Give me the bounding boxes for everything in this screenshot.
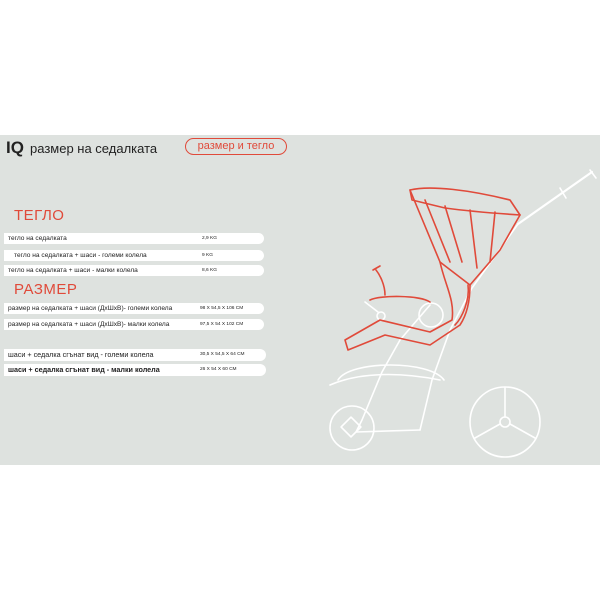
row-label: тегло на седалката + шаси - големи колела <box>14 252 147 259</box>
row-value: 26 X 54 X 60 CM <box>200 367 237 372</box>
row-label: тегло на седалката + шаси - малки колела <box>8 267 138 274</box>
row-label: размер на седалката + шаси (ДхШхВ)- големи колела <box>8 305 173 312</box>
table-row <box>4 364 266 376</box>
size-section-title: РАЗМЕР <box>14 281 78 298</box>
row-value: 98 X 54,5 X 106 CM <box>200 306 244 311</box>
row-value: 9 KG <box>202 253 213 258</box>
table-row <box>4 349 266 361</box>
row-value: 2,9 KG <box>202 236 217 241</box>
row-value: 30,5 X 54,5 X 64 CM <box>200 352 245 357</box>
brand-logo: IQ <box>6 138 24 157</box>
row-value: 8,6 KG <box>202 268 217 273</box>
weight-section-title: ТЕГЛО <box>14 207 65 224</box>
row-label: тегло на седалката <box>8 235 67 242</box>
table-row <box>4 303 264 314</box>
table-row <box>4 319 264 330</box>
page-title: размер на седалката <box>30 141 158 156</box>
table-row <box>4 233 264 244</box>
table-row <box>4 250 264 261</box>
row-label: шаси + седалка сгънат вид - малки колела <box>8 365 160 374</box>
size-weight-button[interactable]: размер и тегло <box>185 138 287 155</box>
table-row <box>4 265 264 276</box>
row-label: размер на седалката + шаси (ДхШхВ)- малки колела <box>8 321 170 328</box>
row-label: шаси + седалка сгънат вид - големи колела <box>8 350 154 359</box>
row-value: 97,5 X 54 X 102 CM <box>200 322 244 327</box>
